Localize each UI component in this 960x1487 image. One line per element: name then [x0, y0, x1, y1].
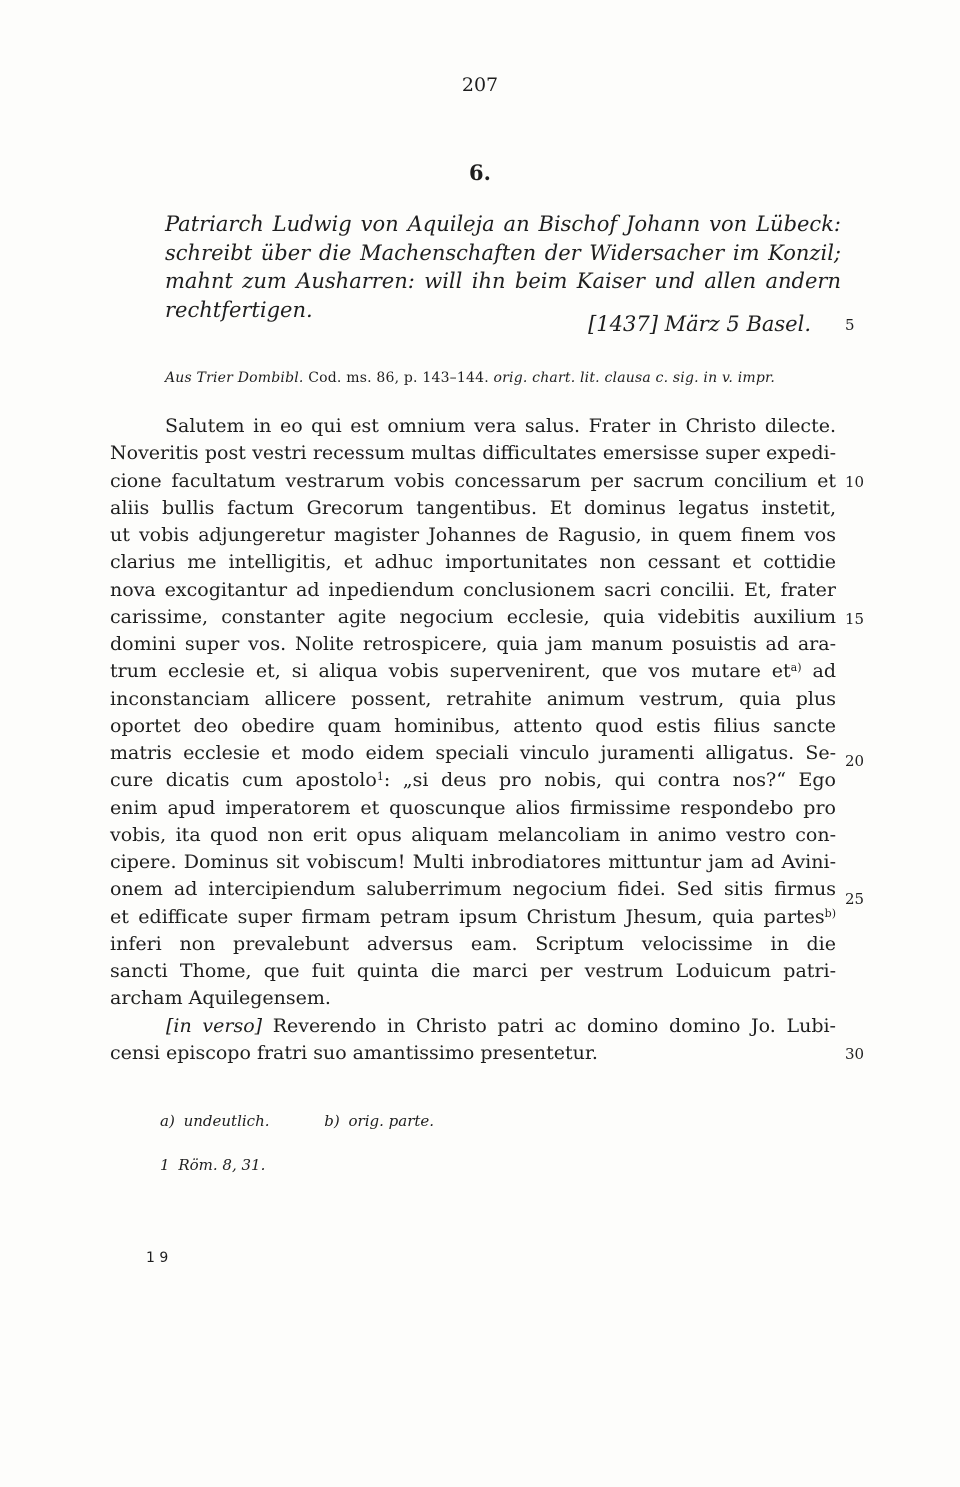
footnote-text: undeutlich.: [183, 1112, 270, 1130]
body-line-text: cure dicatis cum apostolo: [110, 769, 377, 792]
body-line: cipere. Dominus sit vobiscum! Multi inbrodiatores mittuntur jam ad Avini-: [110, 851, 836, 873]
source-prefix: Aus Trier Dombibl.: [165, 370, 304, 386]
body-line: cione facultatum vestrarum vobis concessarum per sacrum concilium et: [110, 469, 836, 492]
source-shelfmark: Cod. ms. 86, p. 143–144.: [308, 370, 489, 386]
summary-line: mahnt zum Ausharren: will ihn beim Kaiser und allen andern: [165, 269, 841, 293]
body-line: domini super vos. Nolite retrospicere, quia jam manum posuistis ad ara-: [110, 633, 836, 655]
verso-address-line: [110, 1013, 836, 1040]
body-line: Noveritis post vestri recessum multas difficultates emersisse super expedi-: [110, 442, 836, 465]
body-line-with-note-a: [110, 658, 836, 685]
body-line: clarius me intelligitis, et adhuc importunitates non cessant et cottidie: [110, 551, 836, 574]
line-number: 30: [845, 1045, 865, 1063]
body-line-tail: ad: [812, 660, 836, 683]
summary-line: schreibt über die Machenschaften der Widersacher im Konzil;: [165, 240, 841, 265]
footnote-text: orig. parte.: [348, 1112, 435, 1130]
body-line-with-note-1: [110, 767, 836, 794]
body-line-text: trum ecclesie et, si aliqua vobis supervenirent, que vos mutare et: [110, 660, 791, 683]
footnote-text: Röm. 8, 31.: [178, 1156, 266, 1174]
body-line: oportet deo obedire quam hominibus, attento quod estis filius sancte: [110, 714, 836, 737]
body-line: aliis bullis factum Grecorum tangentibus. Et dominus legatus instetit,: [110, 496, 836, 519]
document-number: 6.: [469, 160, 491, 185]
summary-line: rechtfertigen.: [165, 297, 313, 322]
line-number: 20: [845, 752, 865, 770]
document-date: [1437] März 5 Basel.: [588, 311, 811, 336]
body-line: archam Aquilegensem.: [110, 987, 331, 1010]
summary-line: Patriarch Ludwig von Aquileja an Bischof Johann von Lübeck:: [165, 212, 841, 236]
body-line-text: et edifficate super firmam petram ipsum Christum Jhesum, quia partes: [110, 905, 825, 928]
footnotes: [160, 1112, 438, 1200]
line-number: 15: [845, 610, 865, 628]
body-line: matris ecclesie et modo eidem speciali vinculo juramenti alligatus. Se-: [110, 742, 836, 764]
body-line-with-note-b: [110, 904, 836, 931]
body-line: carissime, constanter agite negocium ecclesie, quia videbitis auxilium: [110, 605, 836, 628]
body-line: inferi non prevalebunt adversus eam. Scriptum velocissime in die: [110, 932, 836, 955]
document-summary: [165, 210, 841, 336]
page-number: 207: [461, 74, 499, 96]
note-marker-1: 1: [376, 770, 384, 784]
verso-text: Reverendo in Christo patri ac domino domino Jo. Lubi-: [272, 1014, 836, 1037]
body-line: vobis, ita quod non erit opus aliquam melancoliam in animo vestro con-: [110, 823, 836, 846]
footnote-label: 1: [160, 1156, 170, 1174]
summary-line-last: [165, 296, 841, 336]
footnote-row: [160, 1112, 438, 1130]
body-line-rest: : „si deus pro nobis, qui contra nos?“ Ego: [383, 769, 836, 792]
line-number: 5: [845, 316, 855, 334]
line-number: 25: [845, 890, 865, 908]
letter-body: [110, 413, 836, 1067]
body-line: inconstanciam allicere possent, retrahite animum vestrum, quia plus: [110, 687, 836, 710]
body-line: sancti Thome, que fuit quinta die marci per vestrum Loduicum patri-: [110, 960, 836, 982]
footnote-label: b): [324, 1112, 340, 1130]
note-marker-a: a): [790, 661, 802, 675]
verso-label: [in verso]: [166, 1014, 263, 1037]
body-line: Salutem in eo qui est omnium vera salus. Frater in Christo dilecte.: [165, 415, 836, 437]
verso-address-line: censi episcopo fratri suo amantissimo presentetur.: [110, 1041, 598, 1064]
line-number: 10: [845, 473, 865, 491]
source-line: [165, 370, 841, 386]
note-marker-b: b): [824, 906, 836, 920]
body-line: ut vobis adjungeretur magister Johannes de Ragusio, in quem finem vos: [110, 524, 836, 546]
source-description: orig. chart. lit. clausa c. sig. in v. impr.: [493, 370, 776, 386]
footnote-row: [160, 1156, 438, 1174]
body-line: onem ad intercipiendum saluberrimum negocium fidei. Sed sitis firmus: [110, 878, 836, 901]
footnote-label: a): [160, 1112, 175, 1130]
body-line: enim apud imperatorem et quoscunque alios firmissime respondebo pro: [110, 796, 836, 819]
body-line: nova excogitantur ad inpediendum conclusionem sacri concilii. Et, frater: [110, 578, 836, 601]
signature-mark: 1 9: [146, 1250, 169, 1266]
